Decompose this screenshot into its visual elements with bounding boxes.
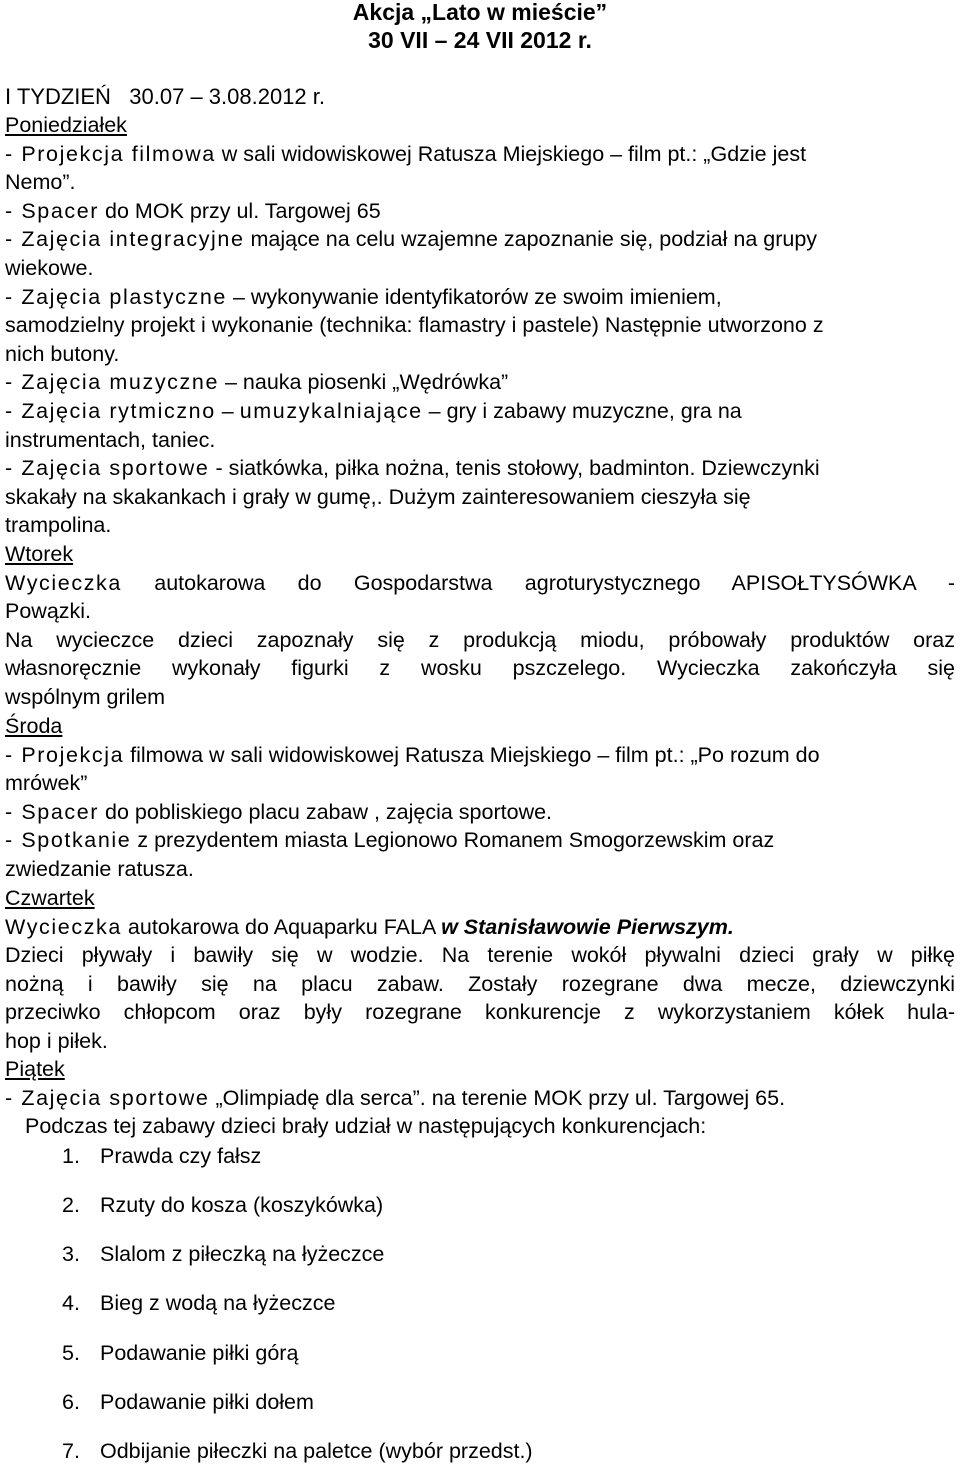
emphasis-text: w Stanisławowie Pierwszym. bbox=[441, 914, 734, 939]
list-item: 1. Prawda czy fałsz bbox=[62, 1144, 262, 1168]
activity-label: - Zajęcia rytmiczno bbox=[5, 398, 216, 423]
activity-label: - Zajęcia integracyjne bbox=[5, 227, 245, 252]
paragraph-text: własnoręcznie wykonały figurki z wosku pszczelego. Wycieczka zakończyła się bbox=[5, 656, 955, 681]
document-date-range: 30 VII – 24 VII 2012 r. bbox=[368, 27, 592, 53]
paragraph-text: hop i piłek. bbox=[5, 1028, 108, 1053]
paragraph-text: Podczas tej zabawy dzieci brały udział w następujących konkurencjach: bbox=[25, 1114, 707, 1139]
list-item: 7. Odbijanie piłeczki na paletce (wybór przedst.) bbox=[62, 1439, 533, 1463]
paragraph-text: mające na celu wzajemne zapoznanie się, podział na grupy bbox=[244, 227, 818, 252]
list-item: 6. Podawanie piłki dołem bbox=[62, 1390, 314, 1414]
paragraph-text: z prezydentem miasta Legionowo Romanem Smogorzewskim oraz bbox=[131, 828, 775, 853]
paragraph-text: „Olimpiadę dla serca”. na terenie MOK przy ul. Targowej 65. bbox=[209, 1085, 786, 1110]
activity-label: - Zajęcia sportowe bbox=[5, 456, 210, 481]
paragraph-text: trampolina. bbox=[5, 513, 112, 538]
week-label: I TYDZIEŃ 30.07 – 3.08.2012 r. bbox=[5, 84, 325, 109]
activity-label: Wycieczka bbox=[5, 914, 122, 939]
paragraph-text: – nauka piosenki „Wędrówka” bbox=[219, 370, 509, 395]
paragraph-text: autokarowa do Aquaparku FALA bbox=[121, 914, 442, 939]
paragraph-text: samodzielny projekt i wykonanie (technika: flamastry i pastele) Następnie utworzono z bbox=[5, 313, 824, 338]
section-tuesday bbox=[5, 540, 955, 712]
activity-label: - Zajęcia muzyczne bbox=[5, 370, 219, 395]
paragraph-text: – gry i zabawy muzyczne, gra na bbox=[422, 398, 742, 423]
paragraph-text: - siatkówka, piłka nożna, tenis stołowy, badminton. Dziewczynki bbox=[209, 456, 820, 481]
list-item: 2. Rzuty do kosza (koszykówka) bbox=[62, 1193, 384, 1217]
paragraph-text: autokarowa do Gospodarstwa agroturystycznego APISOŁTYSÓWKA - bbox=[121, 570, 955, 595]
document-title: Akcja „Lato w mieście” bbox=[352, 0, 608, 25]
section-monday bbox=[5, 111, 955, 540]
activity-label: umuzykalniające bbox=[239, 398, 423, 423]
paragraph-text: nożną i bawiły się na placu zabaw. Zostały rozegrane dwa mecze, dziewczynki bbox=[5, 971, 955, 996]
paragraph-text: Dzieci pływały i bawiły się w wodzie. Na terenie wokół pływalni dzieci grały w piłkę bbox=[5, 943, 955, 968]
activity-label: - Projekcja bbox=[5, 742, 125, 767]
list-item: 4. Bieg z wodą na łyżeczce bbox=[62, 1291, 336, 1315]
list-item: 3. Slalom z piłeczką na łyżeczce bbox=[62, 1242, 385, 1266]
section-friday bbox=[5, 1055, 955, 1141]
paragraph-text: nich butony. bbox=[5, 341, 120, 366]
paragraph-text: do MOK przy ul. Targowej 65 bbox=[99, 198, 381, 223]
section-thursday bbox=[5, 884, 955, 1056]
paragraph-text: Nemo”. bbox=[5, 170, 76, 195]
activity-label: Wycieczka bbox=[5, 570, 122, 595]
paragraph-text: Powązki. bbox=[5, 599, 92, 624]
day-heading-tuesday: Wtorek bbox=[5, 542, 74, 566]
week-heading bbox=[5, 83, 955, 112]
day-heading-wednesday: Środa bbox=[5, 714, 63, 738]
paragraph-text: Na wycieczce dzieci zapoznały się z produkcją miodu, próbowały produktów oraz bbox=[5, 627, 955, 652]
activity-label: - Zajęcia plastyczne bbox=[5, 284, 227, 309]
paragraph-text: filmowa w sali widowiskowej Ratusza Miejskiego – film pt.: „Po rozum do bbox=[124, 742, 820, 767]
activity-label: - Projekcja filmowa bbox=[5, 141, 216, 166]
day-heading-monday: Poniedziałek bbox=[5, 113, 127, 137]
activity-label: - Spacer bbox=[5, 799, 100, 824]
activity-label: - Zajęcia sportowe bbox=[5, 1085, 210, 1110]
paragraph-text: przeciwko chłopcom oraz były rozegrane konkurencje z wykorzystaniem kółek hula- bbox=[5, 1000, 955, 1025]
paragraph-text: mrówek” bbox=[5, 771, 88, 796]
paragraph-text: wspólnym grilem bbox=[5, 684, 166, 709]
paragraph-text: zwiedzanie ratusza. bbox=[5, 856, 194, 881]
paragraph-text: – wykonywanie identyfikatorów ze swoim imieniem, bbox=[227, 284, 722, 309]
activity-label: - Spacer bbox=[5, 198, 100, 223]
day-heading-friday: Piątek bbox=[5, 1057, 65, 1081]
activity-label: - Spotkanie bbox=[5, 828, 132, 853]
paragraph-text: instrumentach, taniec. bbox=[5, 427, 216, 452]
day-heading-thursday: Czwartek bbox=[5, 886, 95, 910]
paragraph-text: w sali widowiskowej Ratusza Miejskiego – film pt.: „Gdzie jest bbox=[215, 141, 807, 166]
paragraph-text: skakały na skakankach i grały w gumę,. Dużym zainteresowaniem cieszyła się bbox=[5, 484, 751, 509]
paragraph-text: do pobliskiego placu zabaw , zajęcia sportowe. bbox=[99, 799, 553, 824]
section-wednesday bbox=[5, 712, 955, 884]
paragraph-text: wiekowe. bbox=[5, 255, 94, 280]
paragraph-text: – bbox=[215, 398, 240, 423]
list-item: 5. Podawanie piłki górą bbox=[62, 1341, 299, 1365]
